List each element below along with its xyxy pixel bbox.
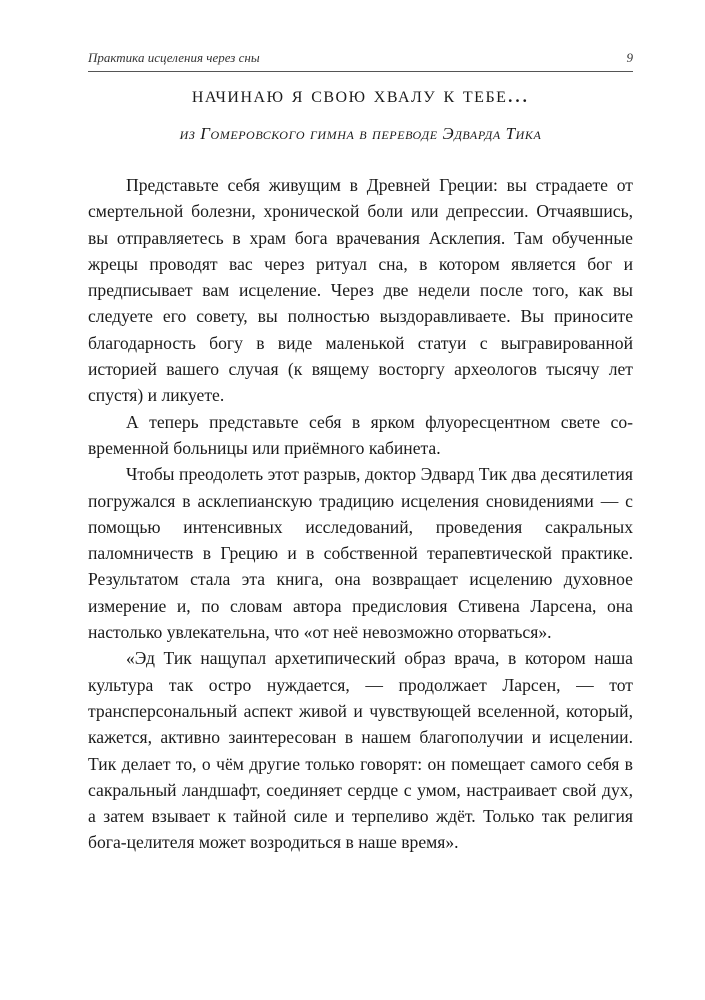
paragraph: Представьте себя живущим в Древней Греции: вы страдаете от смертельной болезни, хронической боли или депрессии. Отчаявшись, вы отправляетесь в храм бога врачевания Асклепия. Там обученные жрецы проводят вас через ритуал сна, в котором является бог и предписывает вам исцеление. Через две недели после того, как вы следуете его совету, вы полностью выздоравливаете. Вы приносите благодарность богу в виде маленькой статуи с выгравированной историей вашего случая (к вящему восторгу археологов тысячу лет спустя) и ликуете. <box>88 175 633 406</box>
page-number: 9 <box>626 50 633 65</box>
running-head <box>88 50 633 66</box>
body-text <box>88 172 633 856</box>
chapter-title: начинаю я свою хвалу к тебе... <box>191 82 530 107</box>
paragraph: Чтобы преодолеть этот разрыв, доктор Эдвард Тик два десятилетия погружался в асклепианскую традицию исцеления сновидениями — с помощью интенсивных исследований, проведения сакральных паломничеств в Грецию и в собственной терапевтической практике. Результатом стала эта книга, она возвращает исцелению духовное измерение и, по словам автора предисловия Стивена Ларсена, она настолько увлекательна, что «от неё невозможно оторваться». <box>88 464 633 643</box>
epigraph-source: из Гомеровского гимна в переводе Эдварда Тика <box>179 124 542 143</box>
paragraph: «Эд Тик нащупал архетипический образ врача, в котором наша культура так остро нуждается, — продолжает Ларсен, — тот трансперсональный аспект живой и чувствующей вселенной, который, кажется, активно заинтересован в нашем благополучии и исцелении. Тик делает то, о чём другие только говорят: он помещает самого себя в сакральный ландшафт, соединяет сердце с умом, настраивает свой дух, а затем взывает к тайной силе и терпеливо ждёт. Только так религия бога-целителя может возродиться в наше время». <box>88 648 633 853</box>
paragraph: А теперь представьте себя в ярком флуоресцентном свете современной больницы или приёмного кабинета. <box>88 411 633 458</box>
header-rule <box>88 71 633 72</box>
running-head-title: Практика исцеления через сны <box>88 50 260 65</box>
